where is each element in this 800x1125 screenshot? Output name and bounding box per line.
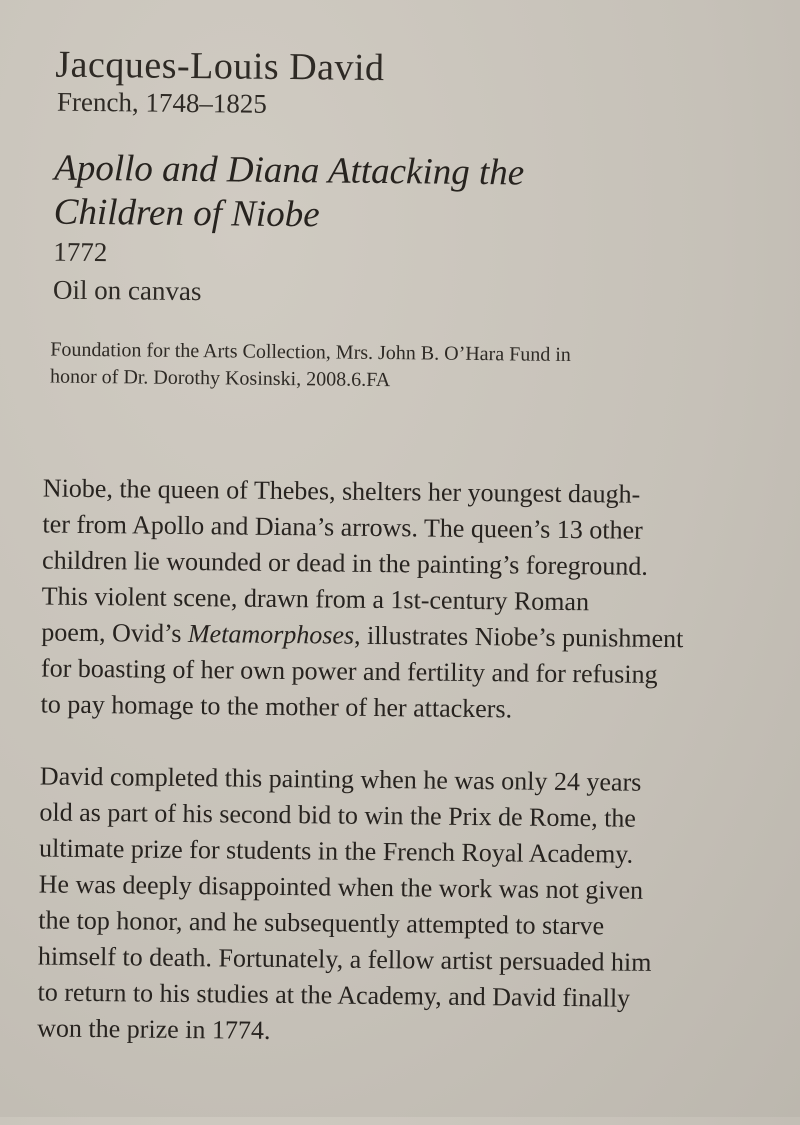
paragraph-1-text: poem, Ovid’s: [41, 617, 189, 649]
paragraph-1-line: ter from Apollo and Diana’s arrows. The queen’s 13 other: [42, 509, 643, 545]
artwork-year: 1772: [53, 236, 108, 268]
description-paragraph-1: [40, 470, 743, 729]
description-paragraph-2: [37, 758, 740, 1053]
paragraph-2-line: He was deeply disappointed when the work was not given: [38, 869, 644, 905]
paragraph-2-line: ultimate prize for students in the French Royal Academy.: [38, 833, 634, 869]
paragraph-1-line: This violent scene, drawn from a 1st-century Roman: [41, 581, 590, 617]
paragraph-2-line: the top honor, and he subsequently attempted to starve: [38, 905, 605, 941]
artist-nationality-dates: French, 1748–1825: [56, 86, 268, 119]
artwork-title-line-2: Children of Niobe: [53, 191, 320, 236]
artwork-medium: Oil on canvas: [52, 274, 202, 307]
paragraph-2-line: David completed this painting when he was only 24 years: [39, 761, 642, 797]
artist-name: Jacques-Louis David: [55, 43, 385, 90]
paragraph-2-line: to return to his studies at the Academy, and David finally: [37, 977, 631, 1013]
paragraph-1-line: to pay homage to the mother of her attackers.: [40, 689, 513, 724]
paragraph-1-line: Niobe, the queen of Thebes, shelters her youngest daugh-: [42, 473, 641, 509]
credit-line-1: Foundation for the Arts Collection, Mrs. John B. O’Hara Fund in: [50, 338, 571, 366]
paragraph-2-line: old as part of his second bid to win the Prix de Rome, the: [39, 797, 637, 833]
artwork-title: [54, 147, 655, 241]
italic-work-title: Metamorphoses: [187, 619, 355, 650]
paragraph-1-line: children lie wounded or dead in the painting’s foreground.: [41, 545, 649, 581]
paragraph-1-line: for boasting of her own power and fertility and for refusing: [40, 653, 658, 689]
paragraph-1-text: , illustrates Niobe’s punishment: [353, 620, 684, 654]
paragraph-2-line: won the prize in 1774.: [37, 1013, 271, 1045]
paragraph-2-line: himself to death. Fortunately, a fellow artist persuaded him: [37, 941, 652, 977]
credit-line-2: honor of Dr. Dorothy Kosinski, 2008.6.FA: [49, 365, 391, 392]
credit-line: [50, 337, 691, 398]
artwork-title-line-1: Apollo and Diana Attacking the: [54, 147, 525, 194]
